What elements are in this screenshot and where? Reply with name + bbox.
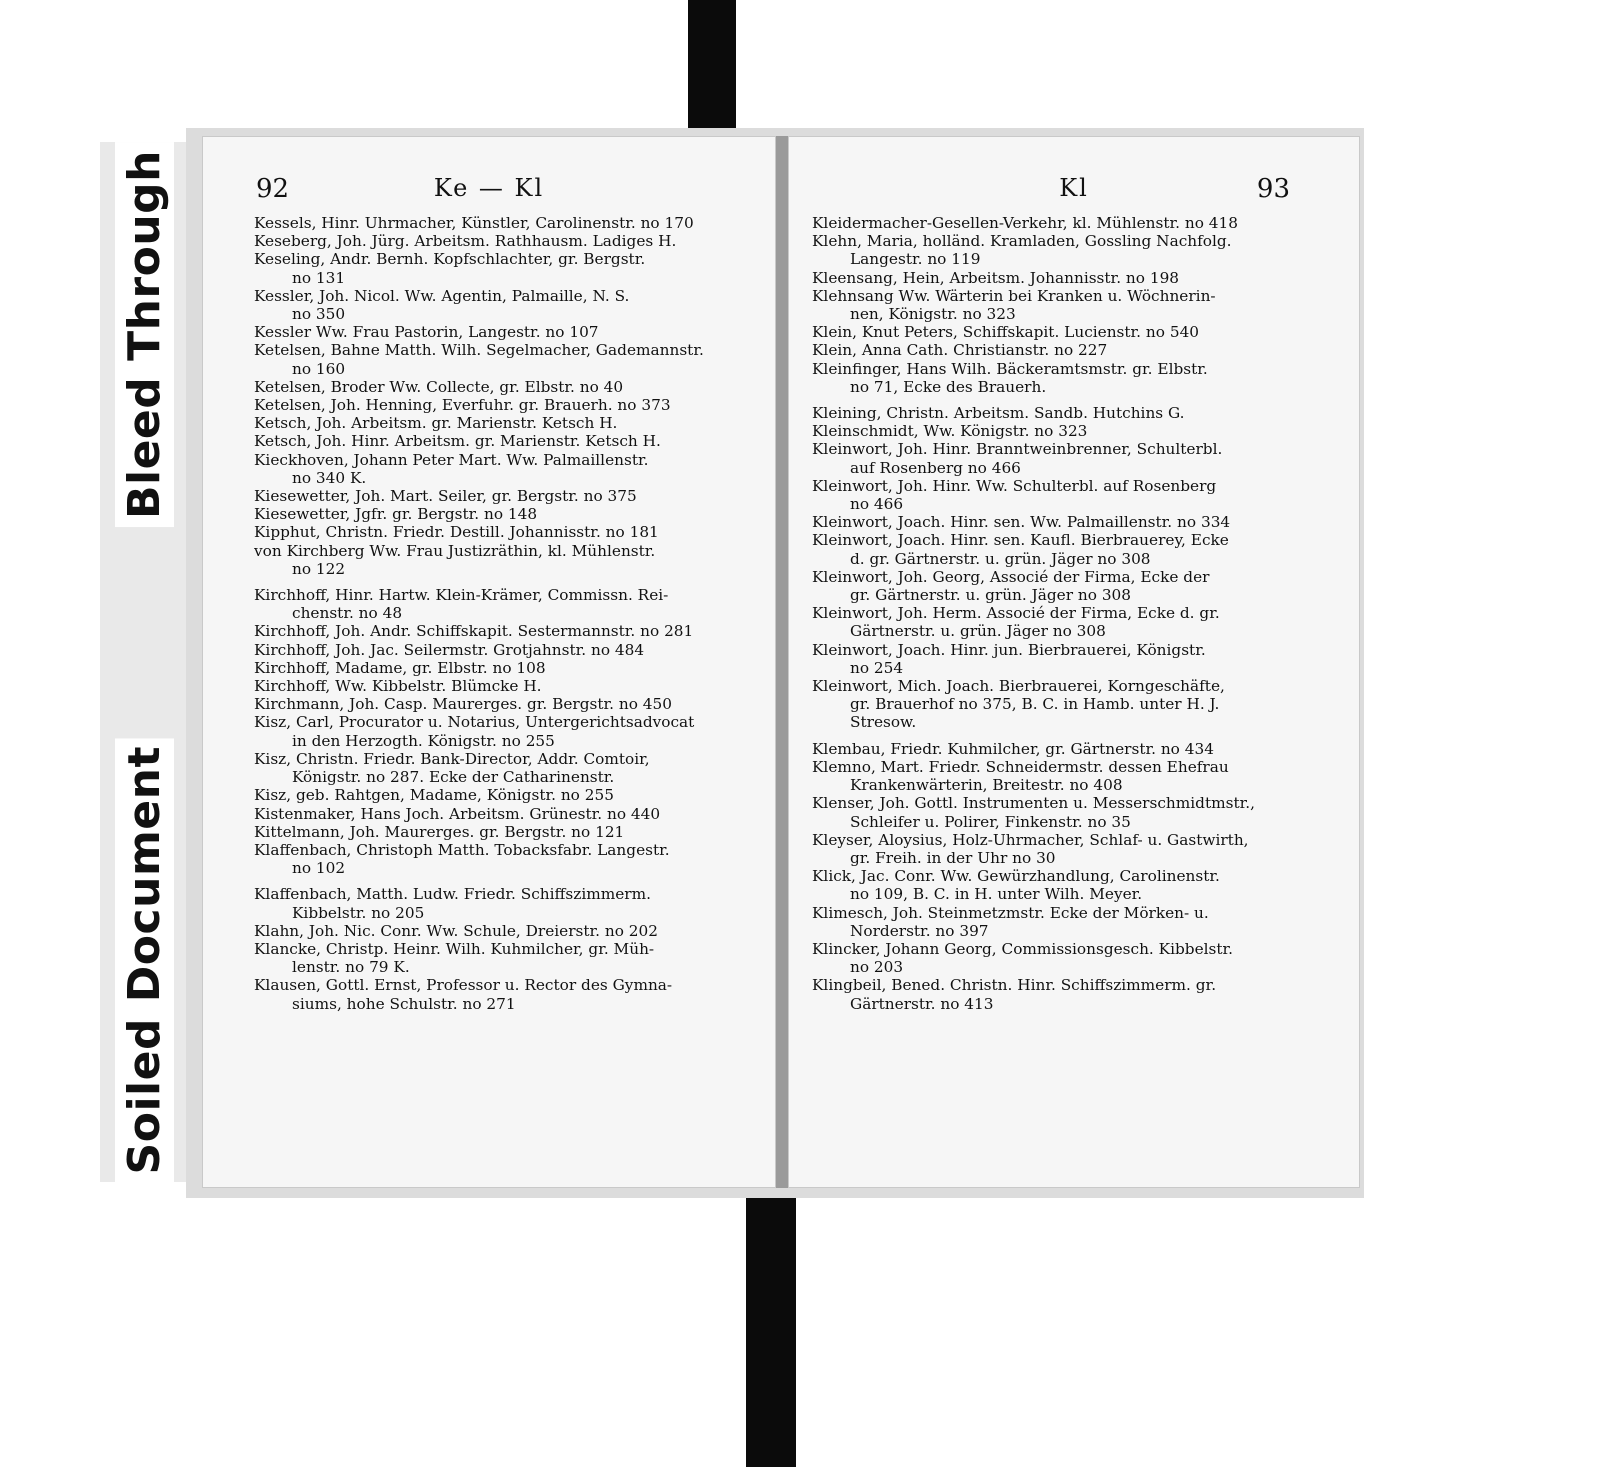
entry-line: Kleinwort, Joh. Georg, Associé der Firma, Ecke der bbox=[812, 567, 1210, 586]
directory-entry bbox=[812, 513, 1306, 531]
entry-line: Klimesch, Joh. Steinmetzmstr. Ecke der Mörken- u. bbox=[812, 903, 1209, 922]
entry-line: Kirchhoff, Ww. Kibbelstr. Blümcke H. bbox=[254, 677, 542, 696]
entry-line: Klehn, Maria, holländ. Kramladen, Gossling Nachfolg. bbox=[812, 232, 1232, 251]
directory-entry bbox=[254, 885, 750, 921]
entry-continuation: Krankenwärterin, Breitestr. no 408 bbox=[850, 776, 1123, 795]
directory-entry bbox=[254, 677, 750, 695]
entry-line: Ketelsen, Broder Ww. Collecte, gr. Elbstr. no 40 bbox=[254, 377, 624, 396]
entry-continuation: gr. Freih. in der Uhr no 30 bbox=[850, 848, 1056, 867]
directory-entries bbox=[254, 214, 750, 1013]
entry-line: Kleinwort, Joach. Hinr. sen. Kaufl. Bierbrauerey, Ecke bbox=[812, 531, 1229, 550]
entry-line: Kleinwort, Joach. Hinr. jun. Bierbrauerei, Königstr. bbox=[812, 640, 1206, 659]
directory-entry bbox=[254, 659, 750, 677]
entry-line: Ketelsen, Joh. Henning, Everfuhr. gr. Brauerh. no 373 bbox=[254, 396, 671, 415]
directory-entry bbox=[812, 831, 1306, 867]
entry-line: Kirchmann, Joh. Casp. Maurerges. gr. Bergstr. no 450 bbox=[254, 695, 672, 714]
directory-entry bbox=[812, 440, 1306, 476]
directory-entry bbox=[254, 341, 750, 377]
entry-continuation: no 131 bbox=[292, 268, 346, 287]
running-head: Ke — Kl bbox=[433, 174, 545, 202]
entry-line: Kisz, Carl, Procurator u. Notarius, Untergerichtsadvocat bbox=[254, 713, 695, 732]
entry-line: Kieckhoven, Johann Peter Mart. Ww. Palmaillenstr. bbox=[254, 450, 649, 469]
entry-line: Ketelsen, Bahne Matth. Wilh. Segelmacher, Gademannstr. bbox=[254, 341, 704, 360]
entry-continuation: no 350 bbox=[292, 305, 346, 324]
right-page bbox=[788, 136, 1360, 1188]
directory-entry bbox=[254, 641, 750, 659]
directory-entry bbox=[254, 323, 750, 341]
entry-line: Klehnsang Ww. Wärterin bei Kranken u. Wöchnerin- bbox=[812, 286, 1216, 305]
directory-entry bbox=[812, 422, 1306, 440]
directory-entries bbox=[812, 214, 1306, 1013]
entry-continuation: Gärtnerstr. no 413 bbox=[850, 994, 994, 1013]
entry-continuation: no 254 bbox=[850, 658, 904, 677]
directory-entry bbox=[812, 214, 1306, 232]
entry-line: Kleinwort, Joh. Hinr. Ww. Schulterbl. auf Rosenberg bbox=[812, 476, 1217, 495]
entry-continuation: Kibbelstr. no 205 bbox=[292, 903, 425, 922]
entry-continuation: siums, hohe Schulstr. no 271 bbox=[292, 994, 516, 1013]
entry-line: Klancke, Christp. Heinr. Wilh. Kuhmilcher, gr. Müh- bbox=[254, 939, 655, 958]
directory-entry bbox=[254, 505, 750, 523]
entry-continuation: in den Herzogth. Königstr. no 255 bbox=[292, 731, 555, 750]
entry-continuation: no 102 bbox=[292, 859, 346, 878]
entry-line: Klenser, Joh. Gottl. Instrumenten u. Messerschmidtmstr., bbox=[812, 794, 1255, 813]
entry-continuation: gr. Brauerhof no 375, B. C. in Hamb. unter H. J. bbox=[850, 695, 1220, 714]
entry-line: Kleining, Christn. Arbeitsm. Sandb. Hutchins G. bbox=[812, 404, 1185, 423]
directory-entry bbox=[812, 477, 1306, 513]
entry-line: Kistenmaker, Hans Joch. Arbeitsm. Grünestr. no 440 bbox=[254, 804, 661, 823]
directory-entry bbox=[812, 867, 1306, 903]
entry-line: Kleinwort, Mich. Joach. Bierbrauerei, Korngeschäfte, bbox=[812, 677, 1225, 696]
entry-line: Kirchhoff, Joh. Jac. Seilermstr. Grotjahnstr. no 484 bbox=[254, 640, 645, 659]
entry-line: von Kirchberg Ww. Frau Justizräthin, kl. Mühlenstr. bbox=[254, 541, 656, 560]
directory-entry bbox=[254, 414, 750, 432]
entry-continuation: lenstr. no 79 K. bbox=[292, 958, 410, 977]
left-page bbox=[202, 136, 776, 1188]
directory-entry bbox=[254, 542, 750, 578]
directory-entry bbox=[812, 287, 1306, 323]
entry-line: Klein, Anna Cath. Christianstr. no 227 bbox=[812, 341, 1108, 360]
entry-continuation: no 203 bbox=[850, 958, 904, 977]
entry-line: Kirchhoff, Hinr. Hartw. Klein-Krämer, Commissn. Rei- bbox=[254, 586, 669, 605]
entry-line: Kleinwort, Joh. Herm. Associé der Firma, Ecke d. gr. bbox=[812, 604, 1220, 623]
entry-continuation: Königstr. no 287. Ecke der Catharinenstr. bbox=[292, 768, 615, 787]
directory-entry bbox=[254, 586, 750, 622]
directory-entry bbox=[254, 823, 750, 841]
directory-entry bbox=[254, 451, 750, 487]
entry-line: Kleinwort, Joh. Hinr. Branntweinbrenner, Schulterbl. bbox=[812, 440, 1223, 459]
directory-entry bbox=[812, 232, 1306, 268]
book-gutter bbox=[776, 136, 788, 1188]
entry-continuation: no 71, Ecke des Brauerh. bbox=[850, 377, 1047, 396]
entry-line: Kessels, Hinr. Uhrmacher, Künstler, Carolinenstr. no 170 bbox=[254, 214, 694, 232]
entry-line: Kleinschmidt, Ww. Königstr. no 323 bbox=[812, 422, 1088, 441]
entry-continuation: Gärtnerstr. u. grün. Jäger no 308 bbox=[850, 622, 1106, 641]
entry-line: Klincker, Johann Georg, Commissionsgesch. Kibbelstr. bbox=[812, 939, 1233, 958]
entry-line: Klahn, Joh. Nic. Conr. Ww. Schule, Dreierstr. no 202 bbox=[254, 921, 658, 940]
entry-line: Kiesewetter, Jgfr. gr. Bergstr. no 148 bbox=[254, 505, 538, 524]
directory-entry bbox=[812, 604, 1306, 640]
stamp-line-1: Bleed Through bbox=[115, 142, 174, 527]
directory-entry bbox=[812, 976, 1306, 1012]
entry-continuation: chenstr. no 48 bbox=[292, 604, 403, 623]
entry-continuation: no 109, B. C. in H. unter Wilh. Meyer. bbox=[850, 885, 1143, 904]
entry-line: Klausen, Gottl. Ernst, Professor u. Rector des Gymna- bbox=[254, 976, 673, 995]
directory-entry bbox=[812, 794, 1306, 830]
condition-stamp bbox=[100, 142, 188, 1182]
directory-entry bbox=[254, 432, 750, 450]
entry-continuation: Norderstr. no 397 bbox=[850, 921, 989, 940]
directory-entry bbox=[812, 404, 1306, 422]
directory-entry bbox=[254, 232, 750, 250]
directory-entry bbox=[254, 622, 750, 640]
directory-entry bbox=[254, 922, 750, 940]
entry-line: Keseberg, Joh. Jürg. Arbeitsm. Rathhausm. Ladiges H. bbox=[254, 232, 677, 251]
directory-entry bbox=[812, 341, 1306, 359]
directory-entry bbox=[812, 269, 1306, 287]
directory-entry bbox=[254, 523, 750, 541]
entry-line: Kirchhoff, Madame, gr. Elbstr. no 108 bbox=[254, 658, 546, 677]
directory-entry bbox=[254, 214, 750, 232]
entry-continuation: nen, Königstr. no 323 bbox=[850, 305, 1016, 324]
entry-continuation: no 122 bbox=[292, 559, 346, 578]
directory-entry bbox=[812, 940, 1306, 976]
entry-line: Kittelmann, Joh. Maurerges. gr. Bergstr. no 121 bbox=[254, 822, 625, 841]
directory-entry bbox=[812, 323, 1306, 341]
entry-continuation: Stresow. bbox=[850, 713, 917, 732]
entry-continuation: d. gr. Gärtnerstr. u. grün. Jäger no 308 bbox=[850, 549, 1151, 568]
page-number: 93 bbox=[1256, 174, 1290, 204]
left-page-header bbox=[202, 174, 776, 214]
stamp-line-2: Soiled Document bbox=[115, 738, 174, 1182]
directory-entry bbox=[254, 940, 750, 976]
directory-entry bbox=[254, 396, 750, 414]
binding-strip-bottom bbox=[746, 1190, 796, 1467]
entry-line: Keseling, Andr. Bernh. Kopfschlachter, gr. Bergstr. bbox=[254, 250, 646, 269]
entry-line: Klemno, Mart. Friedr. Schneidermstr. dessen Ehefrau bbox=[812, 757, 1229, 776]
directory-entry bbox=[254, 786, 750, 804]
entry-line: Kleinfinger, Hans Wilh. Bäckeramtsmstr. gr. Elbstr. bbox=[812, 359, 1208, 378]
right-page-header bbox=[788, 174, 1360, 214]
directory-entry bbox=[254, 250, 750, 286]
directory-entry bbox=[812, 904, 1306, 940]
directory-entry bbox=[812, 758, 1306, 794]
directory-entry bbox=[812, 568, 1306, 604]
directory-entry bbox=[812, 531, 1306, 567]
entry-line: Kleyser, Aloysius, Holz-Uhrmacher, Schlaf- u. Gastwirth, bbox=[812, 830, 1249, 849]
entry-line: Kessler, Joh. Nicol. Ww. Agentin, Palmaille, N. S. bbox=[254, 286, 630, 305]
entry-line: Ketsch, Joh. Arbeitsm. gr. Marienstr. Ketsch H. bbox=[254, 414, 618, 433]
directory-entry bbox=[812, 360, 1306, 396]
entry-continuation: Schleifer u. Polirer, Finkenstr. no 35 bbox=[850, 812, 1131, 831]
entry-line: Kleensang, Hein, Arbeitsm. Johannisstr. no 198 bbox=[812, 268, 1180, 287]
entry-continuation: Langestr. no 119 bbox=[850, 250, 981, 269]
entry-line: Kleidermacher-Gesellen-Verkehr, kl. Mühlenstr. no 418 bbox=[812, 214, 1238, 232]
directory-entry bbox=[254, 713, 750, 749]
entry-continuation: no 340 K. bbox=[292, 468, 367, 487]
entry-line: Kisz, Christn. Friedr. Bank-Director, Addr. Comtoir, bbox=[254, 749, 650, 768]
entry-continuation: auf Rosenberg no 466 bbox=[850, 458, 1021, 477]
entry-line: Klaffenbach, Christoph Matth. Tobacksfabr. Langestr. bbox=[254, 840, 670, 859]
entry-line: Kessler Ww. Frau Pastorin, Langestr. no 107 bbox=[254, 323, 599, 342]
directory-entry bbox=[254, 487, 750, 505]
entry-line: Klembau, Friedr. Kuhmilcher, gr. Gärtnerstr. no 434 bbox=[812, 739, 1214, 758]
entry-line: Kirchhoff, Joh. Andr. Schiffskapit. Sestermannstr. no 281 bbox=[254, 622, 694, 641]
entry-line: Klick, Jac. Conr. Ww. Gewürzhandlung, Carolinenstr. bbox=[812, 867, 1220, 886]
entry-line: Klaffenbach, Matth. Ludw. Friedr. Schiffszimmerm. bbox=[254, 885, 651, 904]
directory-entry bbox=[254, 841, 750, 877]
entry-line: Kipphut, Christn. Friedr. Destill. Johannisstr. no 181 bbox=[254, 523, 659, 542]
directory-entry bbox=[812, 677, 1306, 732]
entry-line: Klein, Knut Peters, Schiffskapit. Lucienstr. no 540 bbox=[812, 323, 1200, 342]
directory-entry bbox=[254, 750, 750, 786]
entry-continuation: no 466 bbox=[850, 495, 904, 514]
entry-continuation: gr. Gärtnerstr. u. grün. Jäger no 308 bbox=[850, 586, 1132, 605]
directory-entry bbox=[254, 805, 750, 823]
directory-entry bbox=[812, 740, 1306, 758]
directory-entry bbox=[254, 378, 750, 396]
entry-continuation: no 160 bbox=[292, 359, 346, 378]
directory-entry bbox=[254, 287, 750, 323]
directory-entry bbox=[254, 976, 750, 1012]
directory-entry bbox=[812, 641, 1306, 677]
binding-strip-top bbox=[688, 0, 736, 148]
entry-line: Kleinwort, Joach. Hinr. sen. Ww. Palmaillenstr. no 334 bbox=[812, 513, 1231, 532]
entry-line: Kiesewetter, Joh. Mart. Seiler, gr. Bergstr. no 375 bbox=[254, 487, 637, 506]
entry-line: Kisz, geb. Rahtgen, Madame, Königstr. no 255 bbox=[254, 786, 614, 805]
directory-entry bbox=[254, 695, 750, 713]
running-head: Kl bbox=[1059, 174, 1089, 202]
entry-line: Klingbeil, Bened. Christn. Hinr. Schiffszimmerm. gr. bbox=[812, 976, 1217, 995]
page-number: 92 bbox=[256, 174, 290, 204]
entry-line: Ketsch, Joh. Hinr. Arbeitsm. gr. Marienstr. Ketsch H. bbox=[254, 432, 661, 451]
